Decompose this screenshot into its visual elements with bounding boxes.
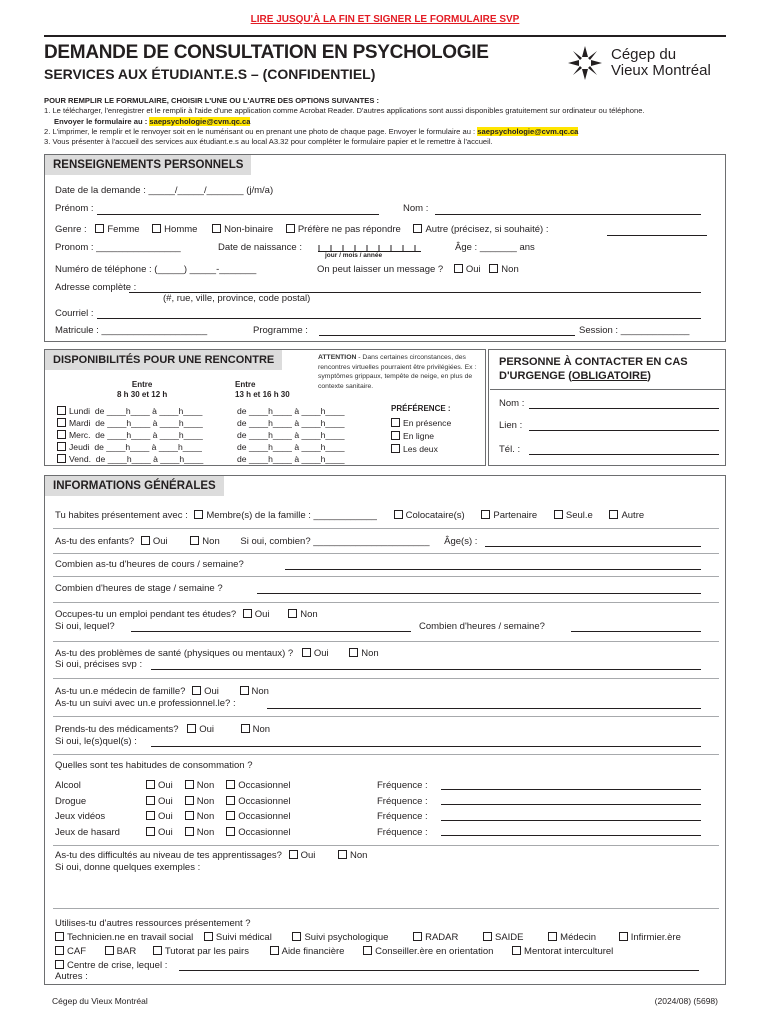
preference-options: [391, 417, 451, 456]
conso-hasard-label: Jeux de hasard: [55, 827, 120, 838]
crise-row: [55, 960, 167, 971]
medicaments-oui-checkbox[interactable]: Oui: [187, 724, 214, 735]
frequence-labels: Fréquence : Fréquence : Fréquence : Fréquence :: [377, 780, 428, 838]
session-field[interactable]: Session : _____________: [579, 325, 690, 336]
adresse-label: Adresse complète :: [55, 282, 137, 293]
medecin-oui-checkbox[interactable]: Oui: [192, 686, 219, 697]
prenom-label: Prénom :: [55, 203, 94, 214]
courriel-label: Courriel :: [55, 308, 94, 319]
conso-drogue-label: Drogue: [55, 796, 87, 807]
exemples-label: Si oui, donne quelques exemples :: [55, 862, 201, 873]
res-aide-financiere-checkbox[interactable]: Aide financière: [270, 946, 345, 957]
instruction-2: 2. L'imprimer, le remplir et le renvoyer soit en le numérisant ou en prenant une photo de chaque page. Envoyer le formulaire au : saepsychologie@cvm.qc.ca: [44, 126, 579, 136]
personal-info-title: RENSEIGNEMENTS PERSONNELS: [45, 155, 251, 175]
programme-label: Programme :: [253, 325, 308, 336]
frequence-field-1[interactable]: [441, 789, 701, 790]
autre-habite-checkbox[interactable]: Autre: [609, 510, 644, 521]
availability-section: [44, 349, 486, 466]
res-crise-checkbox[interactable]: Centre de crise, lequel :: [55, 960, 167, 971]
ressources-row-1: [55, 932, 681, 943]
age-field[interactable]: Âge : _______ ans: [455, 242, 535, 253]
res-tutorat-checkbox[interactable]: Tutorat par les pairs: [153, 946, 249, 957]
footer-left: Cégep du Vieux Montréal: [52, 996, 148, 1006]
apprentissages-row: As-tu des difficultés au niveau de tes apprentissages? Oui Non: [55, 850, 368, 861]
emergency-lien-label: Lien :: [499, 420, 523, 431]
adresse-hint: (#, rue, ville, province, code postal): [163, 293, 311, 304]
crise-field[interactable]: [179, 970, 699, 971]
femme-checkbox[interactable]: Femme: [95, 224, 139, 235]
sante-non-checkbox[interactable]: Non: [349, 648, 378, 659]
suivi-field[interactable]: [267, 708, 701, 709]
res-orientation-checkbox[interactable]: Conseiller.ère en orientation: [363, 946, 493, 957]
email-link-2[interactable]: saepsychologie@cvm.qc.ca: [477, 126, 579, 136]
heures-semaine-field[interactable]: [571, 631, 701, 632]
top-notice: LIRE JUSQU'À LA FIN ET SIGNER LE FORMULAIRE SVP: [250, 14, 520, 25]
telephone-field[interactable]: Numéro de téléphone : (_____) _____-_______: [55, 264, 257, 275]
apprentissages-non-checkbox[interactable]: Non: [338, 850, 367, 861]
instruction-1b: Envoyer le formulaire au : saepsychologie@cvm.qc.ca: [54, 116, 251, 126]
partenaire-checkbox[interactable]: Partenaire: [481, 510, 537, 521]
res-caf-checkbox[interactable]: CAF: [55, 946, 86, 957]
emergency-title: PERSONNE À CONTACTER EN CAS D'URGENGE (OBLIGATOIRE): [499, 356, 688, 382]
res-suivi-medical-checkbox[interactable]: Suivi médical: [204, 932, 272, 943]
exemples-field[interactable]: [55, 874, 701, 904]
day-merc[interactable]: Merc. de ____h____ à ____h____: [57, 429, 203, 441]
pref-enligne[interactable]: En ligne: [391, 430, 451, 443]
autre-genre-field[interactable]: [607, 235, 707, 236]
conso-alcool-label: Alcool: [55, 780, 81, 791]
top-rule: [44, 35, 726, 37]
emergency-tel-label: Tél. :: [499, 444, 521, 455]
genre-row: Genre : Femme Homme Non-binaire Préfère ne pas répondre Autre (précisez, si souhaité) :: [55, 224, 549, 235]
day-vend[interactable]: Vend. de ____h____ à ____h____: [57, 453, 203, 465]
nom-field[interactable]: [435, 214, 701, 215]
naissance-field[interactable]: [318, 241, 421, 252]
res-suivi-psy-checkbox[interactable]: Suivi psychologique: [292, 932, 388, 943]
day-lundi[interactable]: Lundi de ____h____ à ____h____: [57, 405, 203, 417]
res-saide-checkbox[interactable]: SAIDE: [483, 932, 524, 943]
colocataire-checkbox[interactable]: Colocataire(s): [394, 510, 465, 521]
heures-semaine-label: Combien d'heures / semaine?: [419, 621, 545, 632]
pm-slot-vend[interactable]: de ____h____ à ____h____: [237, 454, 345, 464]
ages-label: Âge(s) :: [444, 536, 478, 547]
autre-checkbox[interactable]: Autre (précisez, si souhaité) :: [413, 224, 548, 235]
medecin-non-checkbox[interactable]: Non: [240, 686, 269, 697]
res-bar-checkbox[interactable]: BAR: [105, 946, 137, 957]
conso-row-alcool[interactable]: Oui Non Occasionnel: [146, 778, 291, 794]
days-am: [57, 405, 203, 465]
footer-right: (2024/08) (5698): [654, 996, 718, 1006]
page-title: DEMANDE DE CONSULTATION EN PSYCHOLOGIE: [44, 42, 489, 63]
emploi-row: Occupes-tu un emploi pendant tes études? Oui Non: [55, 609, 318, 620]
request-date[interactable]: Date de la demande : _____/_____/_______ (j/m/a): [55, 185, 274, 196]
precises-field[interactable]: [151, 669, 701, 670]
logo-text-2: Vieux Montréal: [611, 62, 711, 79]
instruction-1: 1. Le télécharger, l'enregistrer et le remplir à l'aide d'une application comme Acrobat Reader. D'autres applications sont aussi disponibles gratuitement sur ordinateur ou téléphone.: [44, 106, 645, 116]
lequel-label: Si oui, lequel?: [55, 621, 115, 632]
message-non-checkbox[interactable]: Non: [489, 264, 518, 275]
pronom-field[interactable]: Pronom : ________________: [55, 242, 181, 253]
instructions-heading: POUR REMPLIR LE FORMULAIRE, CHOISIR L'UNE OU L'AUTRE DES OPTIONS SUIVANTES :: [44, 96, 380, 105]
pref-lesdeux[interactable]: Les deux: [391, 443, 451, 456]
conso-row-hasard[interactable]: Oui Non Occasionnel: [146, 825, 291, 841]
sante-oui-checkbox[interactable]: Oui: [302, 648, 329, 659]
attention-note: ATTENTION - Dans certaines circonstances, des rencontres virtuelles pourraient être privilégiées. Ex : symptômes grippaux, tempête de neige, en plus de contexte sanitaire.: [318, 354, 477, 390]
apprentissages-oui-checkbox[interactable]: Oui: [289, 850, 316, 861]
emergency-section: [488, 349, 726, 466]
res-medecin-checkbox[interactable]: Médecin: [548, 932, 596, 943]
conso-row-drogue[interactable]: Oui Non Occasionnel: [146, 794, 291, 810]
pm-header: Entre 13 h et 16 h 30: [235, 380, 290, 399]
page-subtitle: SERVICES AUX ÉTUDIANT.E.S – (CONFIDENTIEL): [44, 66, 376, 82]
lequel-field[interactable]: [131, 631, 411, 632]
res-infirmier-checkbox[interactable]: Infirmier.ère: [619, 932, 681, 943]
naissance-hint: jour / mois / année: [325, 252, 383, 259]
logo-text-1: Cégep du: [611, 46, 677, 63]
enfants-oui-checkbox[interactable]: Oui: [141, 536, 168, 547]
availability-title: DISPONIBILITÉS POUR UNE RENCONTRE: [45, 350, 282, 370]
emergency-lien-field[interactable]: [529, 430, 719, 431]
nonbinaire-checkbox[interactable]: Non-binaire: [212, 224, 273, 235]
emergency-nom-field[interactable]: [529, 408, 719, 409]
general-info-section: [44, 475, 726, 985]
heures-stage-label: Combien d'heures de stage / semaine ?: [55, 583, 223, 594]
email-link-1[interactable]: saepsychologie@cvm.qc.ca: [149, 116, 251, 126]
instruction-3: 3. Vous présenter à l'accueil des services aux étudiant.e.s au local A3.32 pour compléter le formulaire papier et le remettre à l'accueil.: [44, 137, 493, 147]
autres-label: Autres :: [55, 971, 88, 982]
lesquels-field[interactable]: [151, 746, 701, 747]
am-header: Entre 8 h 30 et 12 h: [117, 380, 168, 399]
frequence-field-4[interactable]: [441, 835, 701, 836]
emploi-non-checkbox[interactable]: Non: [288, 609, 317, 620]
habites-row: Tu habites présentement avec : Membre(s) de la famille : ____________ Colocataire(s) Partenaire Seul.e Autre: [55, 510, 645, 521]
suivi-label: As-tu un suivi avec un.e professionnel.le? :: [55, 698, 236, 709]
naissance-label: Date de naissance :: [218, 242, 302, 253]
ages-field[interactable]: [485, 546, 701, 547]
medicaments-row: Prends-tu des médicaments? Oui Non: [55, 724, 271, 735]
cegep-logo: [566, 44, 731, 84]
conso-options: [146, 778, 291, 840]
day-mardi[interactable]: Mardi de ____h____ à ____h____: [57, 417, 203, 429]
frequence-field-2[interactable]: [441, 804, 701, 805]
heures-stage-field[interactable]: [257, 593, 701, 594]
res-radar-checkbox[interactable]: RADAR: [413, 932, 458, 943]
general-info-title: INFORMATIONS GÉNÉRALES: [45, 476, 224, 496]
days-pm: [237, 405, 345, 465]
habitudes-label: Quelles sont tes habitudes de consommation ?: [55, 760, 253, 771]
programme-field[interactable]: [319, 335, 575, 336]
courriel-field[interactable]: [97, 318, 701, 319]
ressources-label: Utilises-tu d'autres ressources présentement ?: [55, 918, 251, 929]
precises-label: Si oui, précises svp :: [55, 659, 143, 670]
res-technicien-checkbox[interactable]: Technicien.ne en travail social: [55, 932, 193, 943]
preference-title: PRÉFÉRENCE :: [391, 404, 451, 413]
homme-checkbox[interactable]: Homme: [152, 224, 197, 235]
conso-jeux-label: Jeux vidéos: [55, 811, 106, 822]
lesquels-label: Si oui, le(s)quel(s) :: [55, 736, 137, 747]
emploi-oui-checkbox[interactable]: Oui: [243, 609, 270, 620]
combien-field[interactable]: Si oui, combien? ______________________: [240, 536, 430, 547]
message-row: On peut laisser un message ? Oui Non: [317, 264, 519, 275]
ressources-row-2: [55, 946, 613, 957]
pm-slot-mardi[interactable]: de ____h____ à ____h____: [237, 418, 345, 428]
medecin-row: As-tu un.e médecin de famille? Oui Non: [55, 686, 269, 697]
message-oui-checkbox[interactable]: Oui: [454, 264, 481, 275]
sante-row: As-tu des problèmes de santé (physiques ou mentaux) ? Oui Non: [55, 648, 379, 659]
prefere-checkbox[interactable]: Préfère ne pas répondre: [286, 224, 401, 235]
pref-presence[interactable]: En présence: [391, 417, 451, 430]
pm-slot-lundi[interactable]: de ____h____ à ____h____: [237, 406, 345, 416]
seul-checkbox[interactable]: Seul.e: [554, 510, 593, 521]
personal-info-section: [44, 154, 726, 342]
instructions: [44, 96, 734, 147]
emergency-nom-label: Nom :: [499, 398, 525, 409]
enfants-non-checkbox[interactable]: Non: [190, 536, 219, 547]
logo-star-icon: [566, 44, 604, 82]
emergency-tel-field[interactable]: [529, 454, 719, 455]
pm-slot-merc[interactable]: de ____h____ à ____h____: [237, 430, 345, 440]
heures-cours-label: Combien as-tu d'heures de cours / semaine?: [55, 559, 244, 570]
medicaments-non-checkbox[interactable]: Non: [241, 724, 270, 735]
pm-slot-jeudi[interactable]: de ____h____ à ____h____: [237, 442, 345, 452]
enfants-row: As-tu des enfants? Oui Non Si oui, combien? ______________________ Âge(s) :: [55, 536, 478, 547]
nom-label: Nom :: [403, 203, 429, 214]
heures-cours-field[interactable]: [285, 569, 701, 570]
conso-row-jeux[interactable]: Oui Non Occasionnel: [146, 809, 291, 825]
day-jeudi[interactable]: Jeudi de ____h____ à ____h____: [57, 441, 203, 453]
frequence-field-3[interactable]: [441, 820, 701, 821]
matricule-field[interactable]: Matricule : ____________________: [55, 325, 208, 336]
famille-checkbox[interactable]: Membre(s) de la famille : ____________: [194, 510, 377, 521]
res-mentorat-checkbox[interactable]: Mentorat interculturel: [512, 946, 613, 957]
prenom-field[interactable]: [97, 214, 379, 215]
